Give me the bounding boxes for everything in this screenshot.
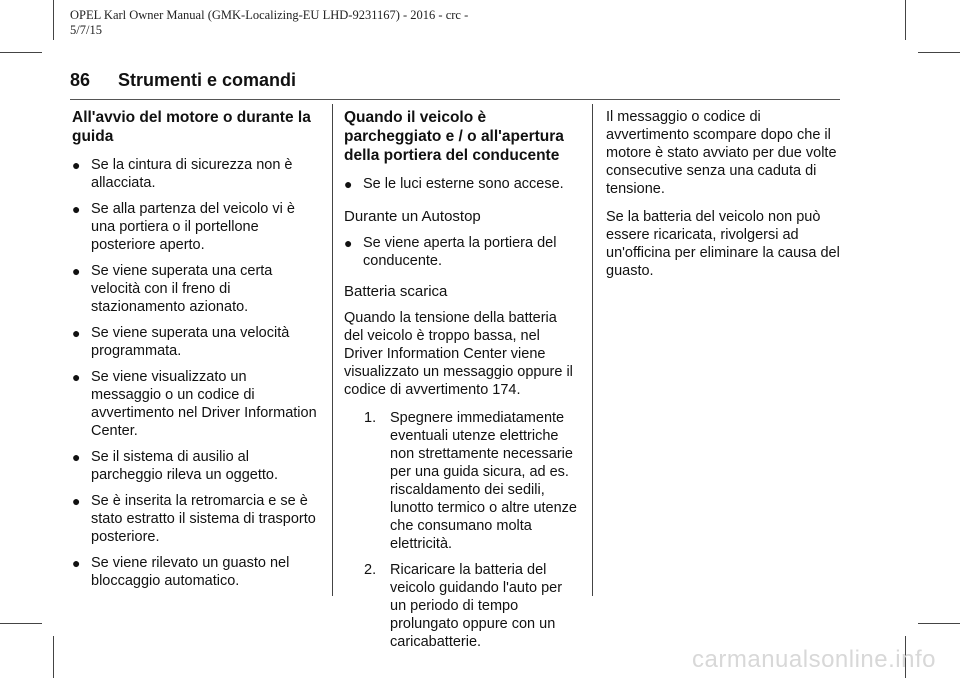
- crop-mark: [53, 636, 54, 678]
- crop-mark: [0, 52, 42, 53]
- list-item: [72, 200, 317, 254]
- list-item-text: Se la cintura di sicurezza non è allacciata.: [91, 157, 293, 191]
- document-meta: [70, 8, 590, 38]
- step-number: 2.: [364, 562, 377, 578]
- column-3: [606, 108, 846, 290]
- list-item: [344, 561, 580, 651]
- list-item-text: Se il sistema di ausilio al parcheggio rileva un oggetto.: [91, 449, 279, 483]
- bullet-list: [344, 175, 580, 193]
- crop-mark: [918, 623, 960, 624]
- list-item-text: Se viene aperta la portiera del conducente.: [363, 235, 557, 269]
- numbered-list: [344, 409, 580, 651]
- list-item: [344, 409, 580, 553]
- bullet-icon: ●: [72, 325, 81, 341]
- meta-date: 5/7/15: [70, 23, 102, 37]
- list-item-text: Spegnere immediatamente eventuali utenze elettriche non strettamente necessarie per una guida sicura, ad es. riscaldamento dei sedili, lunotto termico o altre utenze che consumano molta elettricità.: [390, 410, 577, 552]
- bullet-icon: ●: [72, 201, 81, 217]
- column-1: [72, 108, 317, 598]
- crop-mark: [918, 52, 960, 53]
- list-item: [72, 262, 317, 316]
- bullet-icon: ●: [344, 176, 353, 192]
- column-divider: [332, 104, 333, 596]
- page-header: [70, 70, 840, 91]
- page-number: 86: [70, 70, 91, 90]
- section-title: Strumenti e comandi: [118, 70, 297, 90]
- bullet-list: [72, 156, 317, 590]
- bullet-icon: ●: [72, 555, 81, 571]
- list-item-text: Se viene superata una certa velocità con il freno di stazionamento azionato.: [91, 263, 273, 315]
- bullet-icon: ●: [344, 235, 353, 251]
- list-item-text: Ricaricare la batteria del veicolo guidando l'auto per un periodo di tempo prolungato oppure con un caricabatterie.: [390, 562, 563, 650]
- subsection-heading: Durante un Autostop: [344, 208, 481, 225]
- paragraph: Se la batteria del veicolo non può essere ricaricata, rivolgersi ad un'officina per eliminare la causa del guasto.: [606, 209, 840, 279]
- column-2: [344, 108, 580, 659]
- list-item: [72, 324, 317, 360]
- bullet-list: [344, 234, 580, 270]
- list-item-text: Se viene rilevato un guasto nel bloccaggio automatico.: [91, 555, 290, 589]
- list-item: [72, 368, 317, 440]
- list-item-text: Se è inserita la retromarcia e se è stato estratto il sistema di trasporto posteriore.: [91, 493, 316, 545]
- column-divider: [592, 104, 593, 596]
- list-item-text: Se viene visualizzato un messaggio o un codice di avvertimento nel Driver Information Center.: [91, 369, 317, 439]
- section-heading: Quando il veicolo è parcheggiato e / o all'apertura della portiera del conducente: [344, 109, 564, 164]
- bullet-icon: ●: [72, 449, 81, 465]
- section-heading: All'avvio del motore o durante la guida: [72, 109, 311, 145]
- crop-mark: [0, 623, 42, 624]
- list-item: [72, 448, 317, 484]
- step-number: 1.: [364, 410, 377, 426]
- bullet-icon: ●: [72, 369, 81, 385]
- paragraph: Quando la tensione della batteria del veicolo è troppo bassa, nel Driver Information Center viene visualizzato un messaggio oppure il codice di avvertimento 174.: [344, 310, 573, 398]
- list-item-text: Se alla partenza del veicolo vi è una portiera o il portellone posteriore aperto.: [91, 201, 295, 253]
- list-item-text: Se le luci esterne sono accese.: [363, 176, 564, 192]
- list-item-text: Se viene superata una velocità programmata.: [91, 325, 290, 359]
- watermark: carmanualsonline.info: [692, 646, 936, 673]
- subsection-heading: Batteria scarica: [344, 283, 448, 300]
- paragraph: Il messaggio o codice di avvertimento scompare dopo che il motore è stato avviato per due volte consecutive senza una caduta di tensione.: [606, 109, 837, 197]
- list-item: [72, 156, 317, 192]
- meta-line: OPEL Karl Owner Manual (GMK-Localizing-EU LHD-9231167) - 2016 - crc -: [70, 8, 469, 22]
- crop-mark: [905, 0, 906, 40]
- list-item: [72, 554, 317, 590]
- bullet-icon: ●: [72, 493, 81, 509]
- list-item: [344, 175, 580, 193]
- bullet-icon: ●: [72, 157, 81, 173]
- list-item: [72, 492, 317, 546]
- bullet-icon: ●: [72, 263, 81, 279]
- crop-mark: [53, 0, 54, 40]
- header-rule: [70, 99, 840, 100]
- list-item: [344, 234, 580, 270]
